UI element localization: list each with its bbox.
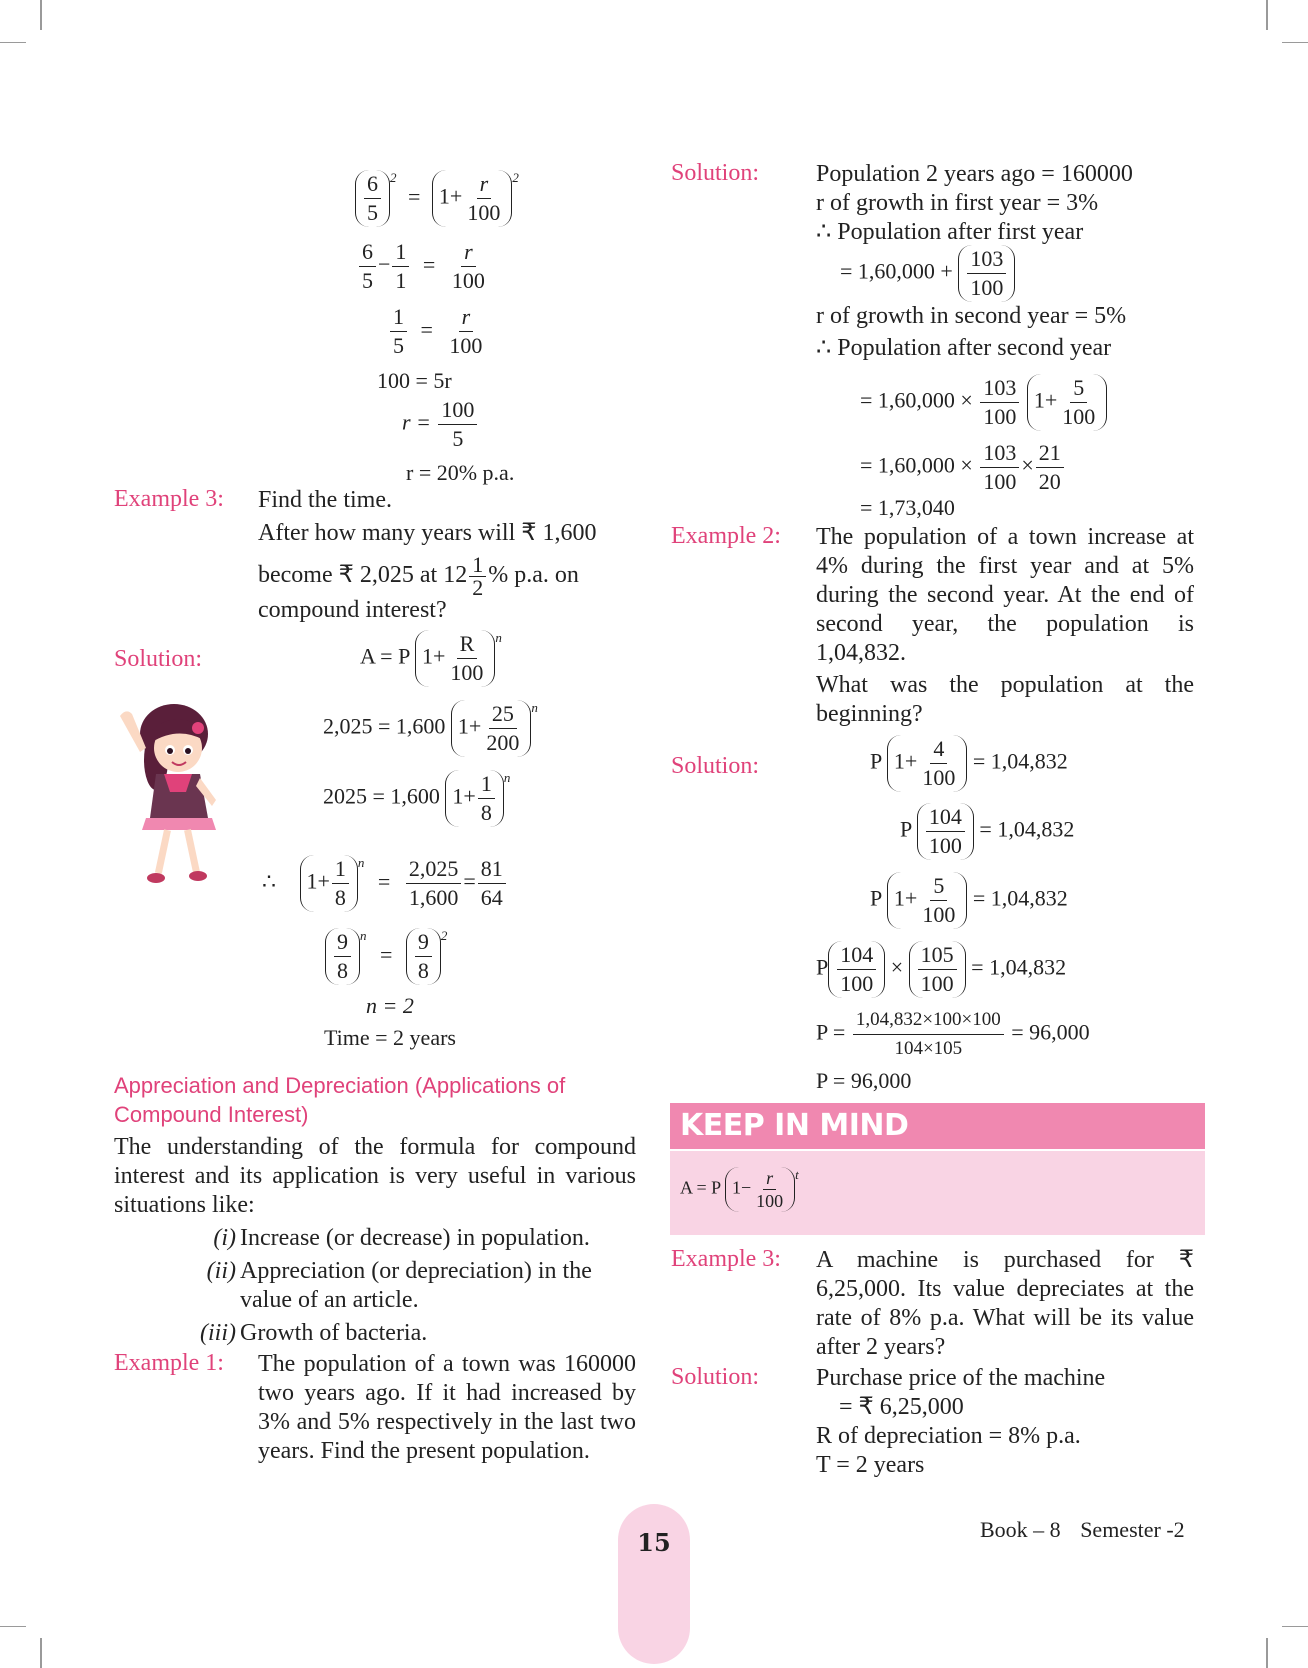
equation-line: = 1,60,000 + $\frac{103}{100}$ <box>840 245 1015 302</box>
solution-line: Purchase price of the machine <box>816 1365 1106 1391</box>
solution-line: R of depreciation = 8% p.a. <box>816 1423 1081 1449</box>
equation-line: P = 96,000 <box>816 1068 912 1093</box>
section-heading: Appreciation and Depreciation (Applications of Compound Interest) <box>114 1073 566 1127</box>
solution-line: r of growth in second year = 5% <box>816 303 1127 329</box>
example-text: compound interest? <box>258 597 447 623</box>
solution-label: Solution: <box>114 646 203 672</box>
solution-line: ∴ Population after second year <box>816 335 1112 361</box>
equation-line: A = P 1+ $\frac{R}{100}$ $^n$ <box>360 630 502 685</box>
equation-line: P 1+ $\frac{5}{100}$ = 1,04,832 <box>870 873 1068 927</box>
solution-label: Solution: <box>671 753 760 779</box>
solution-label: Solution: <box>671 160 760 186</box>
list-item: Appreciation (or depreciation) in the value of an article. <box>240 1258 592 1313</box>
example-text: A machine is purchased for ₹ 6,25,000. Its value depreciates at the rate of 8% p.a. What will be its value after 2 years? <box>816 1247 1194 1360</box>
example-label: Example 2: <box>671 523 781 549</box>
example-label: Example 3: <box>671 1246 781 1272</box>
keep-in-mind-box <box>670 1151 1205 1235</box>
equation-line: n = 2 <box>366 993 414 1018</box>
example-text: The population of a town was 160000 two years ago. If it had increased by 3% and 5% respectively in the last two years. Find the present population. <box>258 1351 636 1464</box>
equation-line: ∴ 1+ $\frac{1}{8}$ $^n$ = $\frac{2,025}{1,600}$ = $\frac{81}{64}$ <box>262 855 508 912</box>
equation-line: $\frac{1}{5}$ = $\frac{r}{100}$ <box>388 303 487 360</box>
page-number: 15 <box>637 1528 671 1557</box>
example-label: Example 1: <box>114 1350 224 1376</box>
solution-label: Solution: <box>671 1364 760 1390</box>
example-title: Find the time. <box>258 487 392 513</box>
crop-mark <box>1266 1638 1268 1668</box>
crop-mark <box>0 42 26 43</box>
keep-in-mind-formula: A = P 1− $\frac{r}{100}$ $^t$ <box>680 1167 799 1211</box>
equation-line: P $\frac{104}{100}$ = 1,04,832 <box>900 804 1075 858</box>
equation-line: $\frac{6}{5}$ − $\frac{1}{1}$ = $\frac{r}{100}$ <box>357 238 490 295</box>
footer-book-info: Book – 8 Semester -2 <box>980 1517 1185 1542</box>
crop-mark <box>0 1626 26 1627</box>
keep-in-mind-heading: KEEP IN MIND <box>670 1103 1205 1149</box>
example-question: What was the population at the beginning? <box>816 672 1194 727</box>
solution-line: Population 2 years ago = 160000 <box>816 161 1133 187</box>
list-item-number: (i) <box>213 1225 236 1251</box>
equation-line: 100 = 5r <box>377 368 452 393</box>
equation-line: $\frac{9}{8}$ $^n$ = $\frac{9}{8}$ $^2$ <box>325 928 447 985</box>
crop-mark <box>1266 0 1268 30</box>
list-item: Growth of bacteria. <box>240 1320 428 1346</box>
list-item-number: (ii) <box>206 1258 236 1284</box>
list-item-number: (iii) <box>200 1320 236 1346</box>
example-text: After how many years will ₹ 1,600 <box>258 520 597 546</box>
equation-line: Time = 2 years <box>324 1025 456 1050</box>
page-number-tab <box>618 1504 690 1664</box>
equation-line: P = $\frac{1,04,832\times 100\times 100}{104\times 105}$ = 96,000 <box>816 1006 1090 1063</box>
example-text: The population of a town increase at 4% during the first year and at 5% during the second year. At the end of second year, the population is 1,04,832. <box>816 524 1194 666</box>
crop-mark <box>1282 1626 1308 1627</box>
equation-line: 2025 = 1,600 1+ $\frac{1}{8}$ $^n$ <box>323 770 511 825</box>
equation-line: P 1+ $\frac{4}{100}$ = 1,04,832 <box>870 736 1068 790</box>
equation-line: 2,025 = 1,600 1+ $\frac{25}{200}$ $^n$ <box>323 700 538 755</box>
crop-mark <box>40 1638 42 1668</box>
solution-line: ∴ Population after first year <box>816 219 1084 245</box>
equation-line: r = 20% p.a. <box>406 460 515 485</box>
equation-line: P $\frac{104}{100}$ × $\frac{105}{100}$ = 1,04,832 <box>816 942 1067 996</box>
crop-mark <box>40 0 42 30</box>
equation-line: $\frac{6}{5}$ $^2$ = 1+ $\frac{r}{100}$ $^2$ <box>355 170 519 227</box>
solution-line: r of growth in first year = 3% <box>816 190 1099 216</box>
solution-line: T = 2 years <box>816 1452 925 1478</box>
section-paragraph: The understanding of the formula for compound interest and its application is very useful in various situations like: <box>114 1134 636 1218</box>
equation-line: = 1,60,000 × $\frac{103}{100}$ × $\frac{21}{20}$ <box>860 439 1066 496</box>
example-text: become ₹ 2,025 at 12 $\frac{1}{2}$ % p.a. on <box>258 552 579 600</box>
example-label: Example 3: <box>114 486 224 512</box>
solution-line: = ₹ 6,25,000 <box>839 1394 964 1420</box>
equation-line: = 1,60,000 × $\frac{103}{100}$ 1+ $\frac{5}{100}$ <box>860 374 1107 431</box>
crop-mark <box>1282 42 1308 43</box>
equation-line: r = $\frac{100}{5}$ <box>402 396 479 453</box>
list-item: Increase (or decrease) in population. <box>240 1225 590 1251</box>
girl-cartoon-illustration <box>112 700 232 890</box>
equation-line: = 1,73,040 <box>860 495 955 520</box>
